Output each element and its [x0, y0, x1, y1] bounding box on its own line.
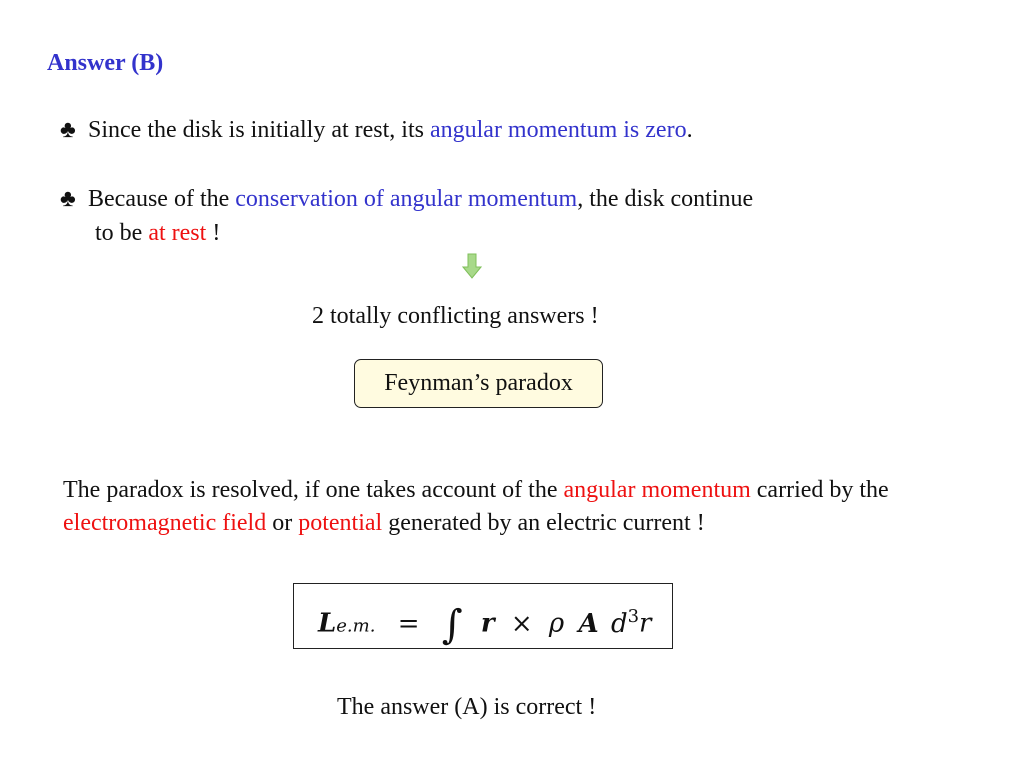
- formula-A: A: [578, 608, 599, 639]
- resolution-part-3: or: [266, 510, 299, 536]
- bullet-2-text: Because of the: [88, 186, 236, 212]
- slide-title: Answer (B): [47, 50, 164, 76]
- resolution-part-2: carried by the: [750, 477, 889, 503]
- formula: [318, 592, 652, 648]
- paradox-label: Feynman’s paradox: [384, 370, 573, 396]
- resolution-highlight-2: electromagnetic field: [63, 510, 267, 536]
- formula-power: 3: [627, 606, 640, 627]
- formula-r: r: [480, 608, 495, 639]
- conflict-text: 2 totally conflicting answers !: [312, 303, 599, 329]
- formula-r2: r: [639, 608, 652, 639]
- formula-times: ×: [510, 608, 533, 639]
- bullet-2-highlight: conservation of angular momentum: [235, 186, 578, 212]
- bullet-1-end: .: [686, 117, 693, 143]
- resolution-part-1: The paradox is resolved, if one takes account of the: [63, 477, 564, 503]
- formula-box: [293, 583, 673, 649]
- bullet-2-line-2: [60, 216, 960, 250]
- bullet-2-line-2-end: !: [206, 220, 221, 246]
- final-answer: The answer (A) is correct !: [337, 694, 597, 720]
- bullet-2-line-2-highlight: at rest: [148, 220, 207, 246]
- formula-rho: ρ: [548, 608, 565, 639]
- formula-lhs-subscript: e.m.: [336, 615, 376, 637]
- resolution-highlight-3: potential: [298, 510, 383, 536]
- formula-equals: =: [397, 608, 420, 639]
- down-arrow-icon: [462, 253, 482, 279]
- resolution-paragraph: [63, 474, 983, 540]
- bullet-2-text-after: , the disk continue: [577, 186, 754, 212]
- bullet-1-text: Since the disk is initially at rest, its: [88, 117, 430, 143]
- club-suit-icon: ♣: [60, 117, 76, 143]
- formula-d: d: [610, 608, 628, 639]
- club-suit-icon: ♣: [60, 186, 76, 212]
- bullet-1: [60, 113, 693, 147]
- resolution-part-4: generated by an electric current !: [382, 510, 705, 536]
- bullet-2-line-2-text: to be: [95, 220, 149, 246]
- bullet-2: [60, 182, 960, 250]
- formula-lhs: L: [318, 608, 337, 639]
- paradox-label-box: [354, 359, 603, 408]
- resolution-highlight-1: angular momentum: [563, 477, 751, 503]
- formula-integral: ∫: [441, 601, 463, 648]
- bullet-1-highlight: angular momentum is zero: [429, 117, 687, 143]
